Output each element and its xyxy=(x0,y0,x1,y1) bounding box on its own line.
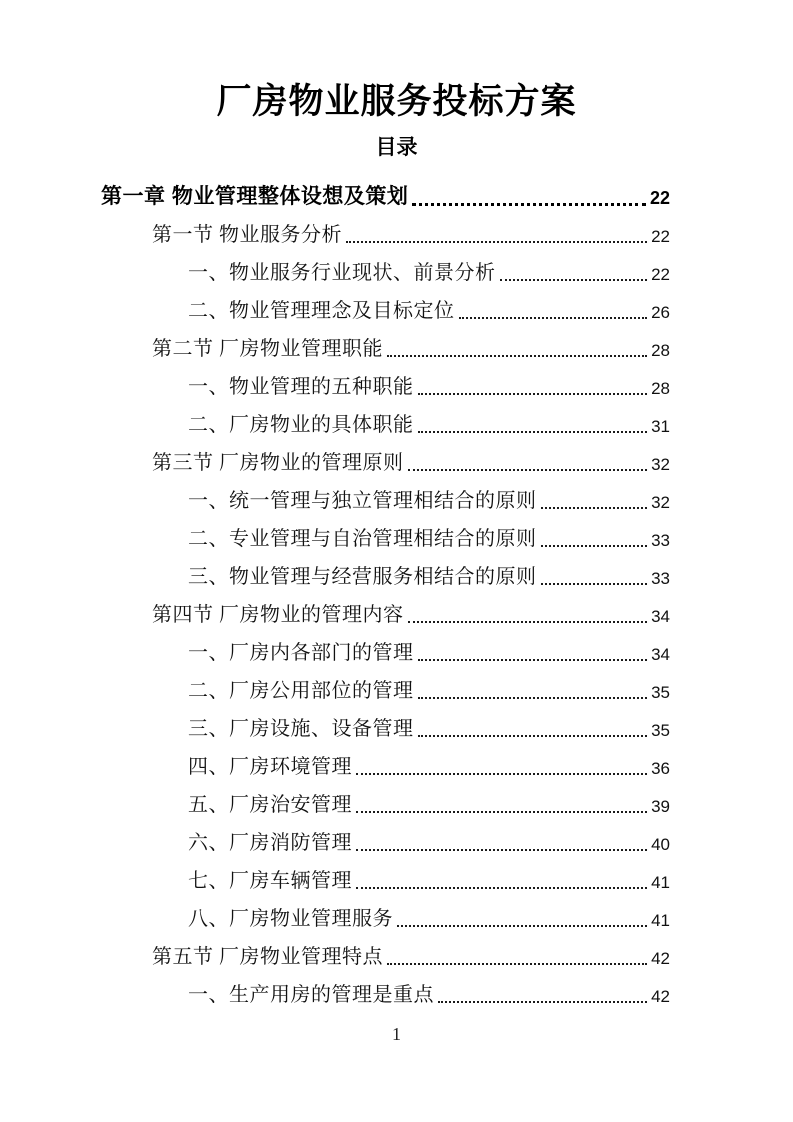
toc-entry[interactable] xyxy=(0,783,670,821)
toc-entry-page-number: 33 xyxy=(651,531,670,551)
toc-entry-label: 八、厂房物业管理服务 xyxy=(188,908,393,931)
toc-entry[interactable] xyxy=(0,441,670,479)
toc-entry-page-number: 31 xyxy=(651,417,670,437)
toc-entry-label: 二、厂房公用部位的管理 xyxy=(188,680,414,703)
toc-entry-page-number: 28 xyxy=(651,379,670,399)
toc-entry-page-number: 41 xyxy=(651,911,670,931)
toc-entry-label: 第五节 厂房物业管理特点 xyxy=(152,946,383,969)
toc-entry[interactable] xyxy=(0,213,670,251)
toc-entry-label: 五、厂房治安管理 xyxy=(188,794,352,817)
toc-entry-label: 第一节 物业服务分析 xyxy=(152,224,342,247)
footer-page-number: 1 xyxy=(392,1024,401,1044)
dot-leader xyxy=(356,811,647,813)
toc-entry-page-number: 22 xyxy=(651,227,670,247)
toc-entry[interactable] xyxy=(0,935,670,973)
toc-entry[interactable] xyxy=(0,289,670,327)
dot-leader xyxy=(408,621,648,623)
dot-leader xyxy=(459,317,648,319)
toc-entry[interactable] xyxy=(0,631,670,669)
toc-entry-page-number: 34 xyxy=(651,645,670,665)
dot-leader xyxy=(500,279,648,281)
toc-entry-label: 三、厂房设施、设备管理 xyxy=(188,718,414,741)
toc-entry-label: 一、统一管理与独立管理相结合的原则 xyxy=(188,490,537,513)
toc-entry[interactable] xyxy=(0,973,670,1011)
toc-entry[interactable] xyxy=(0,517,670,555)
toc-entry[interactable] xyxy=(0,479,670,517)
toc-entry[interactable] xyxy=(0,745,670,783)
toc-entry[interactable] xyxy=(0,897,670,935)
dot-leader xyxy=(346,241,647,243)
toc-entry-page-number: 22 xyxy=(649,188,670,209)
toc-entry[interactable] xyxy=(0,707,670,745)
toc-heading: 目录 xyxy=(375,136,418,160)
toc-entry-page-number: 35 xyxy=(651,721,670,741)
toc-entry-label: 三、物业管理与经营服务相结合的原则 xyxy=(188,566,537,589)
document-title: 厂房物业服务投标方案 xyxy=(216,82,577,121)
dot-leader xyxy=(541,545,648,547)
toc-entry-label: 六、厂房消防管理 xyxy=(188,832,352,855)
toc-entry-page-number: 33 xyxy=(651,569,670,589)
dot-leader xyxy=(418,697,648,699)
dot-leader xyxy=(418,659,648,661)
dot-leader xyxy=(408,469,648,471)
dot-leader xyxy=(418,393,648,395)
toc-entry-page-number: 32 xyxy=(651,493,670,513)
toc-entry[interactable] xyxy=(0,593,670,631)
dot-leader xyxy=(356,849,647,851)
toc-entry-label: 第二节 厂房物业管理职能 xyxy=(152,338,383,361)
dot-leader xyxy=(412,203,646,206)
toc-entry[interactable] xyxy=(0,365,670,403)
toc-entry[interactable] xyxy=(0,251,670,289)
dot-leader xyxy=(356,773,647,775)
toc-entry-page-number: 36 xyxy=(651,759,670,779)
toc-entry-label: 第一章 物业管理整体设想及策划 xyxy=(101,185,409,209)
dot-leader xyxy=(418,431,648,433)
toc-entry-page-number: 40 xyxy=(651,835,670,855)
toc-entry-page-number: 42 xyxy=(651,949,670,969)
toc-entry[interactable] xyxy=(0,555,670,593)
dot-leader xyxy=(541,507,648,509)
toc-entry[interactable] xyxy=(0,821,670,859)
toc-entry-label: 第四节 厂房物业的管理内容 xyxy=(152,604,404,627)
dot-leader xyxy=(387,355,647,357)
toc-entry-page-number: 32 xyxy=(651,455,670,475)
toc-entry-label: 一、物业服务行业现状、前景分析 xyxy=(188,262,496,285)
toc-entry-label: 二、物业管理理念及目标定位 xyxy=(188,300,455,323)
toc-entry-label: 一、生产用房的管理是重点 xyxy=(188,984,434,1007)
dot-leader xyxy=(438,1001,647,1003)
toc-entry-label: 一、厂房内各部门的管理 xyxy=(188,642,414,665)
toc-entry-label: 二、专业管理与自治管理相结合的原则 xyxy=(188,528,537,551)
toc-entry[interactable] xyxy=(0,669,670,707)
toc-entry[interactable] xyxy=(0,327,670,365)
dot-leader xyxy=(387,963,647,965)
dot-leader xyxy=(541,583,648,585)
toc-entry-label: 四、厂房环境管理 xyxy=(188,756,352,779)
dot-leader xyxy=(356,887,647,889)
dot-leader xyxy=(418,735,648,737)
toc-entry-page-number: 34 xyxy=(651,607,670,627)
toc-entry-label: 一、物业管理的五种职能 xyxy=(188,376,414,399)
toc-entry-page-number: 39 xyxy=(651,797,670,817)
dot-leader xyxy=(397,925,647,927)
toc-entry-label: 七、厂房车辆管理 xyxy=(188,870,352,893)
toc-entry[interactable] xyxy=(0,859,670,897)
toc-entry-page-number: 41 xyxy=(651,873,670,893)
toc-entry-page-number: 35 xyxy=(651,683,670,703)
toc-entry-page-number: 28 xyxy=(651,341,670,361)
toc-entry[interactable] xyxy=(0,175,670,213)
toc-list xyxy=(0,175,793,1011)
toc-entry-page-number: 42 xyxy=(651,987,670,1007)
toc-entry-label: 第三节 厂房物业的管理原则 xyxy=(152,452,404,475)
toc-entry[interactable] xyxy=(0,403,670,441)
toc-entry-page-number: 22 xyxy=(651,265,670,285)
toc-entry-page-number: 26 xyxy=(651,303,670,323)
toc-entry-label: 二、厂房物业的具体职能 xyxy=(188,414,414,437)
